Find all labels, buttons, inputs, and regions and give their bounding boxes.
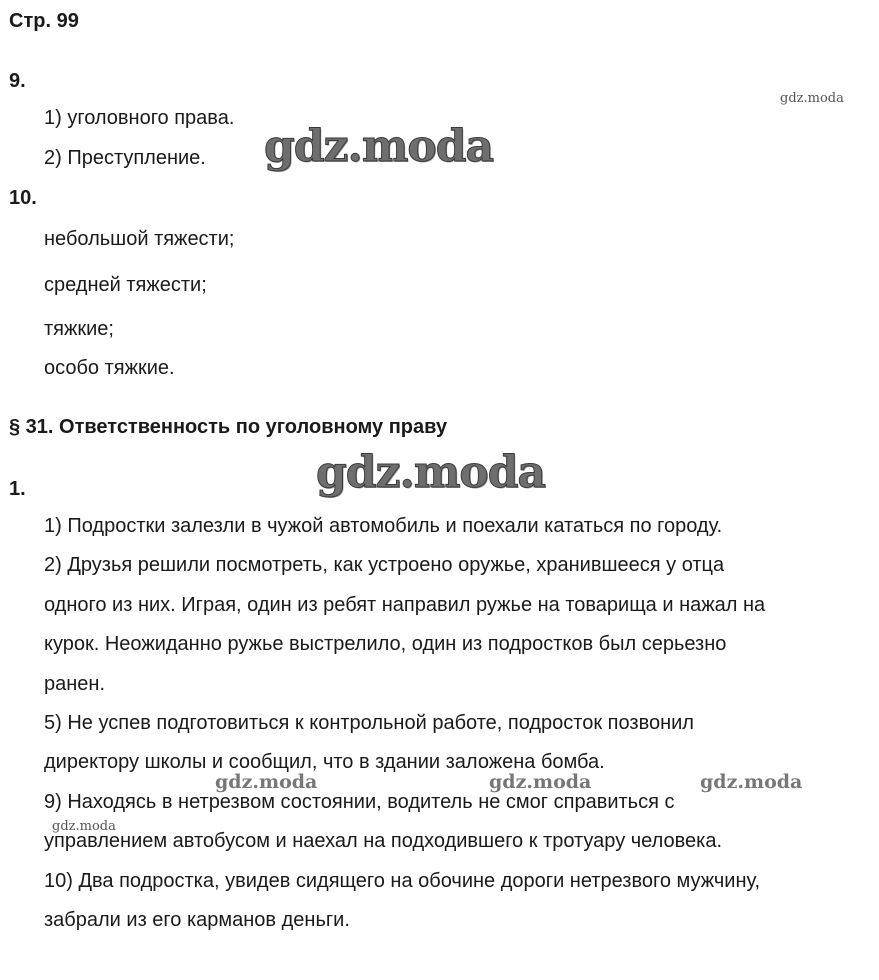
question-10-answer: средней тяжести;	[44, 274, 207, 296]
question-1-line: 2) Друзья решили посмотреть, как устроено оружье, хранившееся у отца	[44, 554, 725, 576]
question-1-line: управлением автобусом и наехал на подходившего к тротуару человека.	[44, 830, 723, 852]
question-10-answer: небольшой тяжести;	[44, 228, 235, 250]
question-1-line: забрали из его карманов деньги.	[44, 909, 350, 931]
question-1-line: директору школы и сообщил, что в здании заложена бомба.	[44, 751, 605, 773]
question-1-line: одного из них. Играя, один из ребят направил ружье на товарища и нажал на	[44, 594, 766, 616]
watermark: gdz.moda	[215, 771, 318, 793]
watermark: gdz.moda	[316, 447, 546, 498]
question-10-number: 10.	[9, 187, 37, 209]
section-title: § 31. Ответственность по уголовному праву	[9, 416, 448, 438]
question-9-number: 9.	[9, 70, 26, 92]
question-10-answer: тяжкие;	[44, 318, 114, 340]
page-label: Стр. 99	[9, 10, 79, 32]
question-1-line: ранен.	[44, 673, 106, 695]
question-10-answer: особо тяжкие.	[44, 357, 175, 379]
question-1-line: 1) Подростки залезли в чужой автомобиль и поехали кататься по городу.	[44, 515, 723, 537]
question-9-answer: 1) уголовного права.	[44, 107, 235, 129]
watermark: gdz.moda	[489, 771, 592, 793]
question-1-line: 5) Не успев подготовиться к контрольной работе, подросток позвонил	[44, 712, 694, 734]
question-1-line: 9) Находясь в нетрезвом состоянии, водитель не смог справиться с	[44, 791, 675, 813]
question-9-answer: 2) Преступление.	[44, 147, 206, 169]
watermark: gdz.moda	[264, 121, 494, 172]
question-1-line: 10) Два подростка, увидев сидящего на обочине дороги нетрезвого мужчину,	[44, 870, 761, 892]
question-1-line: курок. Неожиданно ружье выстрелило, один из подростков был серьезно	[44, 633, 727, 655]
watermark: gdz.moda	[700, 771, 803, 793]
watermark: gdz.moda	[52, 819, 116, 834]
watermark: gdz.moda	[780, 91, 844, 106]
question-1-number: 1.	[9, 478, 26, 500]
